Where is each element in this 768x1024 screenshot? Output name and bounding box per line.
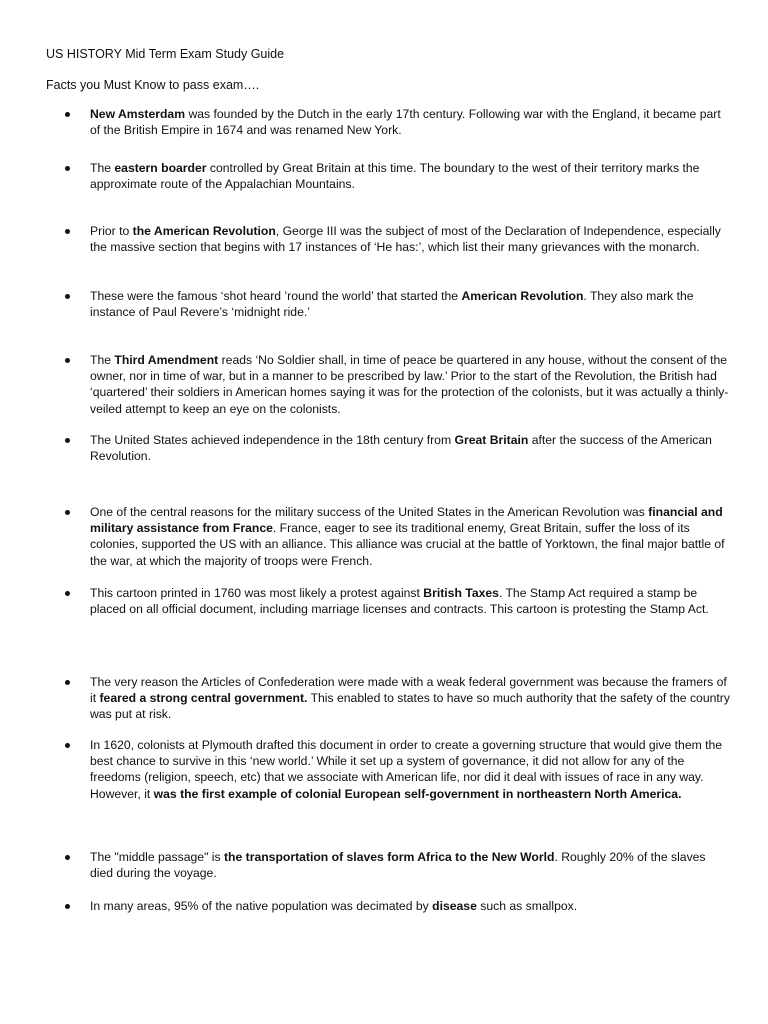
bold-text: the American Revolution: [132, 224, 276, 238]
text-run: . Roughly 20% of the slaves died during the voyage.: [90, 850, 706, 881]
bold-text: eastern boarder: [114, 161, 207, 175]
bold-text: disease: [432, 899, 477, 913]
bullet-icon: [65, 904, 70, 909]
item-text: [90, 505, 725, 568]
bold-text: feared a strong central government.: [99, 691, 308, 706]
list-item: [90, 106, 730, 138]
text-run: reads ‘No Soldier shall, in time of peace be quartered in any house, without the consent of the owner, nor in time of war, but in a manner to be prescribed by law.’ Prior to the start of the Revolution, the British had ‘quartered’ their soldiers in American homes saying it was for the protection of the colonists, but it was actually a thinly-veiled attempt to keep an eye on the colonists.: [90, 353, 729, 416]
text-run: controlled by Great Britain at this time. The boundary to the west of their territory marks the approximate route of the Appalachian Mountains.: [90, 161, 700, 192]
bold-text: Third Amendment: [114, 353, 219, 367]
text-run: This cartoon printed in 1760 was most likely a protest against: [90, 586, 424, 600]
text-run: was founded by the Dutch in the early 17th century. Following war with the England, it became part of the British Empire in 1674 and was renamed New York.: [90, 107, 721, 138]
item-text: [90, 738, 722, 801]
item-text: [90, 675, 730, 721]
text-run: In 1620, colonists at Plymouth drafted this document in order to create a governing structure that would give them the best chance to survive in this ‘new world.’ While it set up a system of governance, it did not allow for any of the freedoms (religion, speech, etc) that we associate with American life, nor did it deal with issues of race in any way. However, it: [90, 738, 723, 801]
bullet-icon: [65, 112, 70, 117]
item-text: [90, 289, 694, 319]
text-run: . They also mark the instance of Paul Revere’s ‘midnight ride.’: [90, 289, 694, 320]
text-run: . France, eager to see its traditional enemy, Great Britain, suffer the loss of its colonies, supported the US with an alliance. This alliance was crucial at the battle of Yorktown, the final major battle of the war, at which the majority of troops were French.: [90, 521, 725, 568]
text-run: One of the central reasons for the military success of the United States in the American Revolution was: [90, 505, 649, 519]
bold-text: financial and military assistance from France: [90, 505, 723, 536]
item-text: [90, 586, 709, 616]
list-item: [90, 288, 730, 320]
text-run: . The Stamp Act required a stamp be placed on all official document, including marriage licenses and contracts. This cartoon is protesting the Stamp Act.: [90, 586, 709, 617]
bold-text: was the first example of colonial European self-government in northeastern North America.: [153, 786, 682, 801]
bold-text: New Amsterdam: [90, 107, 186, 121]
bullet-icon: [65, 743, 70, 748]
text-run: such as smallpox.: [476, 899, 578, 913]
item-text: [90, 224, 721, 254]
text-run: The: [90, 353, 115, 367]
bullet-icon: [65, 166, 70, 171]
text-run: Prior to: [90, 224, 133, 238]
list-item: [90, 849, 730, 881]
bullet-icon: [65, 591, 70, 596]
bold-text: British Taxes: [423, 586, 499, 600]
text-run: after the success of the American Revolution.: [90, 433, 712, 464]
item-text: [90, 850, 706, 880]
item-text: [90, 161, 699, 191]
text-run: The: [90, 161, 115, 175]
text-run: This enabled to states to have so much authority that the safety of the country was put at risk.: [90, 691, 730, 722]
text-run: The "middle passage" is: [90, 850, 224, 864]
bold-text: Great Britain: [454, 433, 529, 447]
text-run: In many areas, 95% of the native population was decimated by: [90, 899, 433, 913]
list-item: [90, 674, 730, 723]
list-item: [90, 432, 730, 464]
bullet-icon: [65, 438, 70, 443]
list-item: [90, 504, 730, 569]
text-run: The United States achieved independence in the 18th century from: [90, 433, 455, 447]
list-item: [90, 898, 730, 914]
text-run: , George III was the subject of most of the Declaration of Independence, especially the massive section that begins with 17 instances of ‘He has:’, which list their many grievances with the monarch.: [90, 224, 721, 255]
bullet-icon: [65, 294, 70, 299]
page-subtitle: Facts you Must Know to pass exam….: [46, 78, 260, 92]
bullet-icon: [65, 229, 70, 234]
bold-text: the transportation of slaves form Africa to the New World: [223, 850, 555, 864]
bullet-icon: [65, 358, 70, 363]
bullet-icon: [65, 855, 70, 860]
item-text: [90, 107, 721, 137]
list-item: [90, 352, 730, 417]
list-item: [90, 737, 730, 802]
item-text: [90, 353, 728, 416]
list-item: [90, 585, 730, 617]
list-item: [90, 160, 730, 192]
bold-text: American Revolution: [461, 289, 584, 303]
item-text: [90, 433, 712, 463]
text-run: The very reason the Articles of Confederation were made with a weak federal government was because the framers of it: [90, 675, 727, 706]
bullet-icon: [65, 510, 70, 515]
list-item: [90, 223, 730, 255]
page-title: US HISTORY Mid Term Exam Study Guide: [46, 47, 285, 61]
text-run: These were the famous ‘shot heard ’round the world’ that started the: [90, 289, 462, 303]
bullet-icon: [65, 680, 70, 685]
item-text: [90, 899, 577, 913]
